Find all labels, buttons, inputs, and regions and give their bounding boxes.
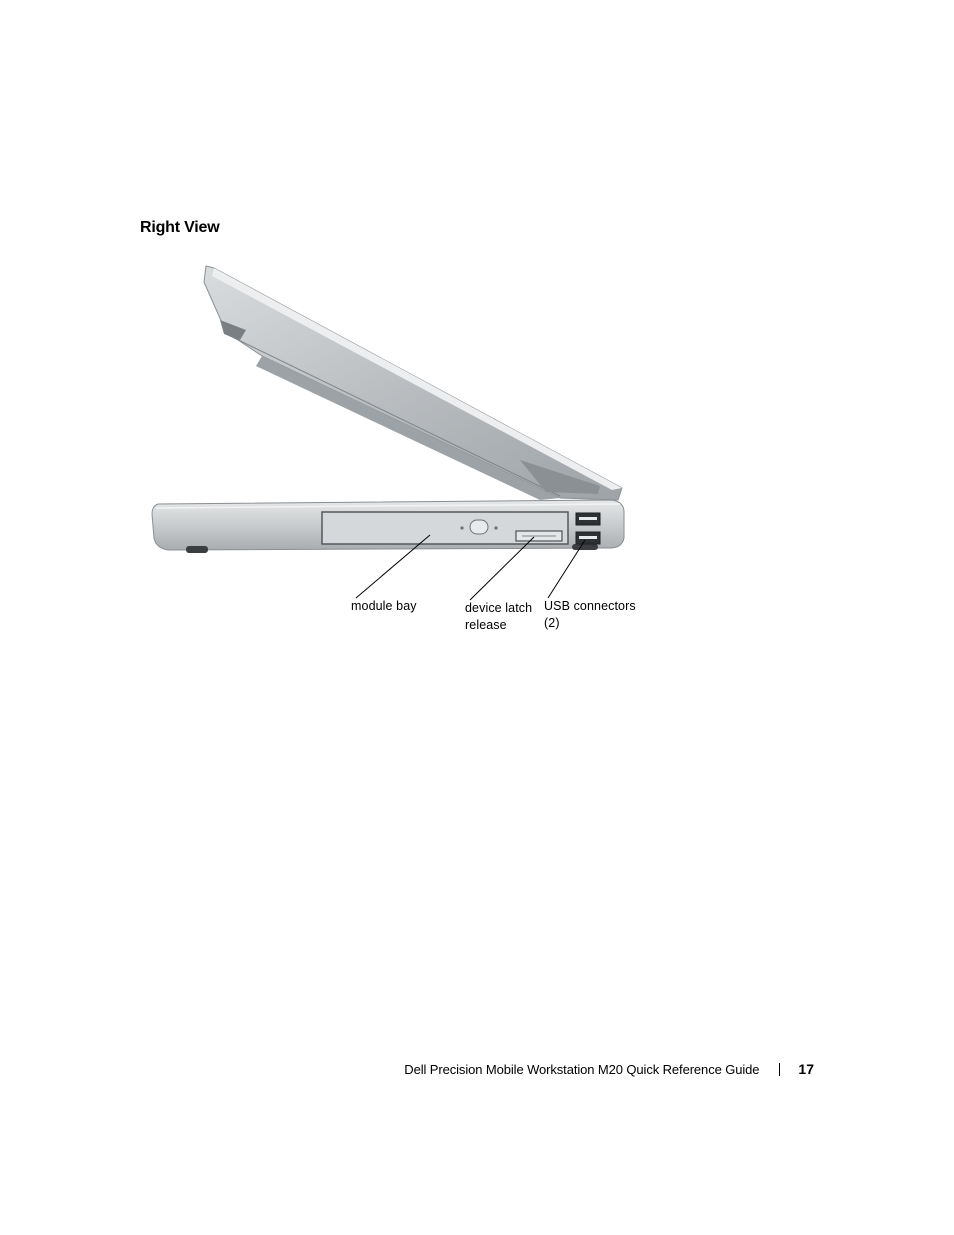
footer-guide-title: Dell Precision Mobile Workstation M20 Quick Reference Guide: [404, 1061, 760, 1077]
laptop-lid: [204, 266, 622, 500]
page-number: 17: [798, 1061, 814, 1077]
callout-module-bay: module bay: [351, 599, 417, 613]
page-footer: [404, 1061, 814, 1077]
device-latch-release: [516, 531, 562, 541]
section-heading: Right View: [140, 219, 220, 236]
callout-usb-connectors: USB connectors (2): [544, 599, 636, 630]
callout-device-latch-release: device latch release: [465, 601, 533, 632]
footer-separator: [779, 1063, 780, 1076]
